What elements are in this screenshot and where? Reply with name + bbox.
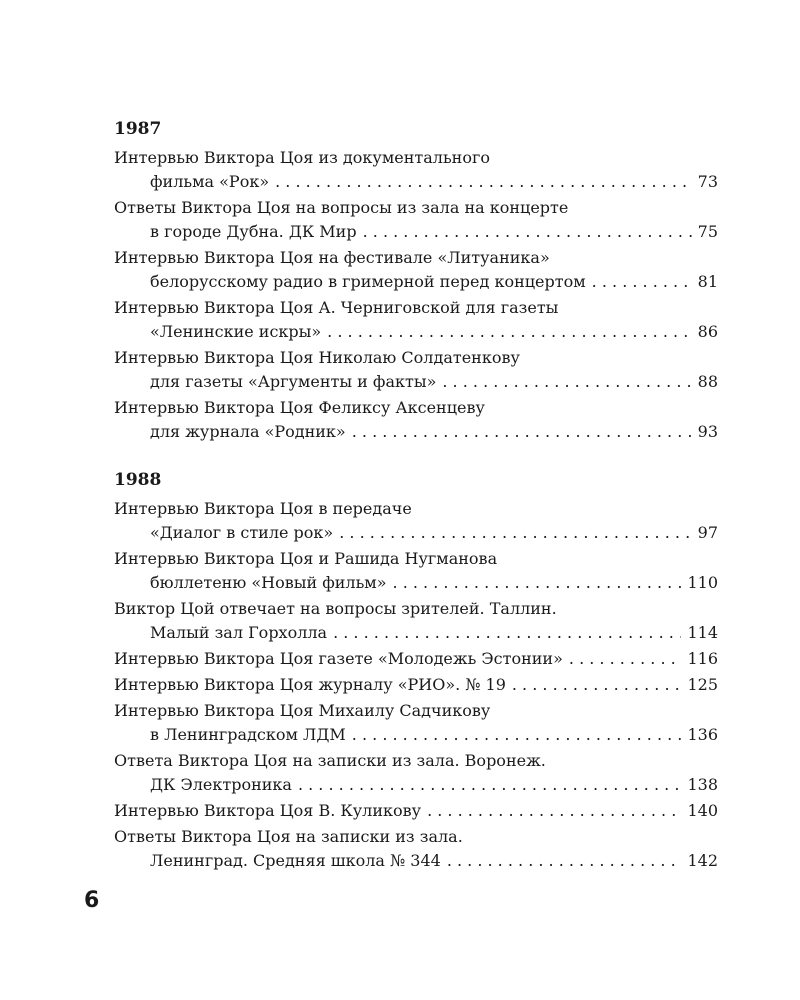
toc-entry[interactable] xyxy=(114,396,718,444)
toc-entry[interactable] xyxy=(114,497,718,545)
dot-leader xyxy=(333,621,681,645)
dot-leader xyxy=(352,420,692,444)
dot-leader xyxy=(447,849,682,873)
entry-title-line2: в городе Дубна. ДК Мир xyxy=(150,222,357,241)
toc-entry[interactable] xyxy=(114,673,718,697)
entry-title-line1: Виктор Цой отвечает на вопросы зрителей. Таллин. xyxy=(114,599,557,618)
toc-section-1988 xyxy=(114,469,718,873)
entry-title-line2: бюллетеню «Новый фильм» xyxy=(150,573,387,592)
entry-page-number: 88 xyxy=(697,372,718,391)
entry-title-line2-row xyxy=(114,849,718,873)
dot-leader xyxy=(442,370,691,394)
entry-title-line1: Интервью Виктора Цоя Михаилу Садчикову xyxy=(114,701,491,720)
entry-title-line2: «Диалог в стиле рок» xyxy=(150,523,334,542)
toc-entry[interactable] xyxy=(114,246,718,294)
entry-title-line2-row xyxy=(114,621,718,645)
dot-leader xyxy=(363,220,692,244)
entry-title-line2-row xyxy=(114,571,718,595)
entry-page-number: 125 xyxy=(687,675,718,694)
dot-leader xyxy=(339,521,691,545)
entry-title-line2-row xyxy=(114,220,718,244)
entry-title-line1: Интервью Виктора Цоя Николаю Солдатенкову xyxy=(114,348,520,367)
entry-title-line2-row xyxy=(114,170,718,194)
toc-entry[interactable] xyxy=(114,196,718,244)
entry-page-number: 75 xyxy=(697,222,718,241)
entry-title-line1: Интервью Виктора Цоя и Рашида Нугманова xyxy=(114,549,498,568)
entry-title-line2: ДК Электроника xyxy=(150,775,292,794)
entry-title: Интервью Виктора Цоя газете «Молодежь Эстонии» xyxy=(114,649,563,668)
entry-title-line1: Ответы Виктора Цоя на записки из зала. xyxy=(114,827,463,846)
entry-title-line2: в Ленинградском ЛДМ xyxy=(150,725,346,744)
entry-title-line2-row xyxy=(114,270,718,294)
toc-entry[interactable] xyxy=(114,825,718,873)
entry-title-line1: Интервью Виктора Цоя А. Черниговской для газеты xyxy=(114,298,559,317)
entry-title-line2: Малый зал Горхолла xyxy=(150,623,328,642)
dot-leader xyxy=(569,647,682,671)
entry-title-row xyxy=(114,799,718,823)
dot-leader xyxy=(592,270,692,294)
toc-entry[interactable] xyxy=(114,346,718,394)
page-number: 6 xyxy=(84,888,100,913)
entry-title-line2-row xyxy=(114,420,718,444)
entry-title-line2: белорусскому радио в гримерной перед концертом xyxy=(150,272,586,291)
dot-leader xyxy=(352,723,682,747)
entry-title-line2: для газеты «Аргументы и факты» xyxy=(150,372,437,391)
toc-entry[interactable] xyxy=(114,699,718,747)
entry-title-line2-row xyxy=(114,773,718,797)
entry-page-number: 136 xyxy=(687,725,718,744)
table-of-contents xyxy=(114,118,718,875)
dot-leader xyxy=(275,170,692,194)
entry-page-number: 140 xyxy=(687,801,718,820)
entry-title-row xyxy=(114,673,718,697)
toc-entry[interactable] xyxy=(114,597,718,645)
entry-page-number: 86 xyxy=(697,322,718,341)
entry-title: Интервью Виктора Цоя журналу «РИО». № 19 xyxy=(114,675,506,694)
entry-title-line2-row xyxy=(114,521,718,545)
dot-leader xyxy=(393,571,682,595)
entry-page-number: 73 xyxy=(697,172,718,191)
entry-title-line1: Интервью Виктора Цоя на фестивале «Литуаника» xyxy=(114,248,550,267)
toc-entry[interactable] xyxy=(114,146,718,194)
dot-leader xyxy=(512,673,682,697)
entry-title-line1: Ответа Виктора Цоя на записки из зала. Воронеж. xyxy=(114,751,546,770)
dot-leader xyxy=(427,799,681,823)
entry-title-row xyxy=(114,647,718,671)
dot-leader xyxy=(298,773,682,797)
section-year: 1988 xyxy=(114,470,162,490)
toc-entry[interactable] xyxy=(114,749,718,797)
entry-title-line2-row xyxy=(114,723,718,747)
entry-title-line1: Ответы Виктора Цоя на вопросы из зала на концерте xyxy=(114,198,569,217)
entry-page-number: 93 xyxy=(697,422,718,441)
entry-page-number: 114 xyxy=(687,623,718,642)
entry-title-line1: Интервью Виктора Цоя из документального xyxy=(114,148,490,167)
entry-page-number: 142 xyxy=(687,851,718,870)
entry-title-line2: «Ленинские искры» xyxy=(150,322,322,341)
entry-title-line2-row xyxy=(114,370,718,394)
toc-section-1987 xyxy=(114,118,718,444)
entry-page-number: 97 xyxy=(697,523,718,542)
entry-title-line2: фильма «Рок» xyxy=(150,172,270,191)
entry-page-number: 81 xyxy=(697,272,718,291)
dot-leader xyxy=(327,320,691,344)
toc-entry[interactable] xyxy=(114,647,718,671)
entry-page-number: 138 xyxy=(687,775,718,794)
toc-entry[interactable] xyxy=(114,799,718,823)
entry-title-line2-row xyxy=(114,320,718,344)
entry-title-line1: Интервью Виктора Цоя Феликсу Аксенцеву xyxy=(114,398,485,417)
entry-title-line2: Ленинград. Средняя школа № 344 xyxy=(150,851,441,870)
entry-title: Интервью Виктора Цоя В. Куликову xyxy=(114,801,422,820)
toc-entry[interactable] xyxy=(114,547,718,595)
toc-entry[interactable] xyxy=(114,296,718,344)
entry-title-line1: Интервью Виктора Цоя в передаче xyxy=(114,499,412,518)
entry-page-number: 110 xyxy=(687,573,718,592)
entry-title-line2: для журнала «Родник» xyxy=(150,422,346,441)
entry-page-number: 116 xyxy=(687,649,718,668)
section-year: 1987 xyxy=(114,119,162,139)
